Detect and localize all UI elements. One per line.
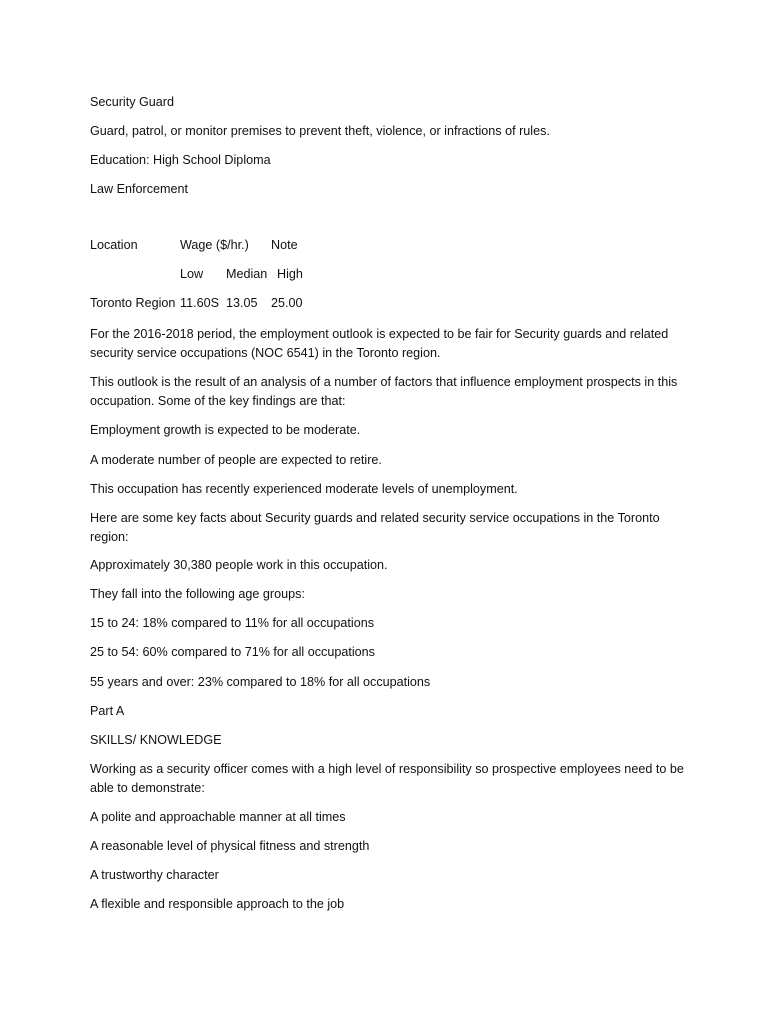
finding-item: Employment growth is expected to be moderate. bbox=[90, 423, 361, 437]
workers-fact: Approximately 30,380 people work in this occupation. bbox=[90, 558, 388, 572]
wage-header-wage: Wage ($/hr.) bbox=[180, 238, 249, 252]
wage-header-note: Note bbox=[271, 238, 298, 252]
wage-row-location: Toronto Region bbox=[90, 296, 176, 310]
wage-subheader-median: Median bbox=[226, 267, 268, 281]
job-title: Security Guard bbox=[90, 95, 174, 109]
category-line: Law Enforcement bbox=[90, 182, 189, 196]
finding-item: This occupation has recently experienced moderate levels of unemployment. bbox=[90, 482, 518, 496]
age-group-item: 55 years and over: 23% compared to 18% for all occupations bbox=[90, 675, 431, 689]
part-heading: Part A bbox=[90, 704, 125, 718]
wage-subheader-high: High bbox=[277, 267, 303, 281]
wage-subheader-low: Low bbox=[180, 267, 204, 281]
age-groups-intro: They fall into the following age groups: bbox=[90, 587, 305, 601]
skills-intro: Working as a security officer comes with a high level of responsibility so prospective employees need to be able to demonstrate: bbox=[90, 762, 684, 795]
skills-heading: SKILLS/ KNOWLEDGE bbox=[90, 733, 222, 747]
wage-row-low: 11.60S bbox=[180, 296, 219, 310]
outlook-paragraph: For the 2016-2018 period, the employment outlook is expected to be fair for Security guards and related security service occupations (NOC 6541) in the Toronto region. bbox=[90, 327, 669, 360]
age-group-item: 25 to 54: 60% compared to 71% for all occupations bbox=[90, 645, 375, 659]
skill-item: A polite and approachable manner at all times bbox=[90, 810, 346, 824]
education-line: Education: High School Diploma bbox=[90, 153, 271, 167]
analysis-paragraph: This outlook is the result of an analysis of a number of factors that influence employment prospects in this occupation. Some of the key findings are that: bbox=[90, 375, 678, 408]
skill-item: A trustworthy character bbox=[90, 868, 219, 882]
facts-paragraph: Here are some key facts about Security guards and related security service occupations in the Toronto region: bbox=[90, 511, 660, 544]
wage-row-median: 13.05 bbox=[226, 296, 258, 310]
wage-row-high: 25.00 bbox=[271, 296, 303, 310]
skill-item: A reasonable level of physical fitness and strength bbox=[90, 839, 370, 853]
finding-item: A moderate number of people are expected to retire. bbox=[90, 453, 382, 467]
skill-item: A flexible and responsible approach to the job bbox=[90, 897, 345, 911]
job-description: Guard, patrol, or monitor premises to prevent theft, violence, or infractions of rules. bbox=[90, 124, 550, 138]
age-group-item: 15 to 24: 18% compared to 11% for all occupations bbox=[90, 616, 374, 630]
wage-header-location: Location bbox=[90, 238, 138, 252]
